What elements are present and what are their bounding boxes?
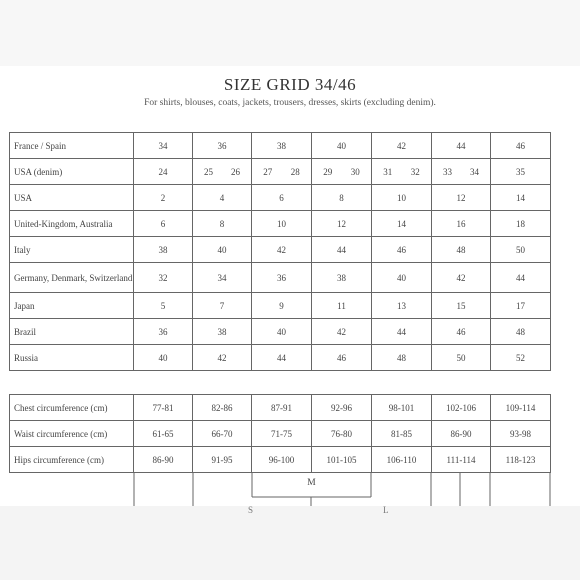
table-cell: 42 <box>432 263 491 293</box>
table-cell: 5 <box>134 293 193 319</box>
table-row <box>10 211 551 237</box>
table-row <box>10 395 551 421</box>
cell-value: 35 <box>516 166 525 177</box>
table-cell: 76-80 <box>312 421 372 447</box>
table-row <box>10 237 551 263</box>
table-cell: 46 <box>312 345 372 371</box>
table-cell: 14 <box>491 185 551 211</box>
table-cell: 91-95 <box>193 447 252 473</box>
table-cell <box>193 159 252 185</box>
table-cell: 81-85 <box>372 421 432 447</box>
cell-value: 24 <box>158 166 168 177</box>
table-cell: 50 <box>491 237 551 263</box>
table-row <box>10 263 551 293</box>
table-cell <box>372 159 432 185</box>
table-cell: 106-110 <box>372 447 432 473</box>
size-letter-m: M <box>307 478 316 488</box>
table-cell: 8 <box>193 211 252 237</box>
row-label: Brazil <box>10 319 134 345</box>
table-cell: 11 <box>312 293 372 319</box>
table-cell: 40 <box>312 133 372 159</box>
size-conversion-table <box>9 132 551 371</box>
row-label: Japan <box>10 293 134 319</box>
table-cell: 38 <box>134 237 193 263</box>
table-cell: 14 <box>372 211 432 237</box>
table-cell: 8 <box>312 185 372 211</box>
table-cell: 98-101 <box>372 395 432 421</box>
cell-value: 28 <box>290 166 300 177</box>
table-cell: 38 <box>312 263 372 293</box>
table-cell: 17 <box>491 293 551 319</box>
table-cell: 71-75 <box>252 421 312 447</box>
bottom-fade <box>0 506 580 580</box>
table-cell: 109-114 <box>491 395 551 421</box>
table-cell: 34 <box>193 263 252 293</box>
table-cell: 13 <box>372 293 432 319</box>
table-cell: 44 <box>252 345 312 371</box>
table-cell: 32 <box>134 263 193 293</box>
body-measurements-table <box>9 394 551 473</box>
table-cell: 111-114 <box>432 447 491 473</box>
table-cell: 40 <box>193 237 252 263</box>
row-label: France / Spain <box>10 133 134 159</box>
table-cell: 101-105 <box>312 447 372 473</box>
table-cell: 102-106 <box>432 395 491 421</box>
row-label: Chest circumference (cm) <box>10 395 134 421</box>
table-cell <box>134 159 193 185</box>
table-cell: 15 <box>432 293 491 319</box>
table-cell <box>432 159 491 185</box>
size-letter-l: L <box>383 505 389 515</box>
table-cell <box>252 159 312 185</box>
table-cell: 66-70 <box>193 421 252 447</box>
table-row <box>10 421 551 447</box>
table-cell <box>312 159 372 185</box>
top-band <box>0 0 580 66</box>
table-cell <box>491 159 551 185</box>
table-row <box>10 159 551 185</box>
table-cell: 44 <box>372 319 432 345</box>
table-cell: 44 <box>312 237 372 263</box>
table-cell: 12 <box>312 211 372 237</box>
table-cell: 46 <box>372 237 432 263</box>
row-label: Hips circumference (cm) <box>10 447 134 473</box>
row-label: Germany, Denmark, Switzerland <box>10 263 134 293</box>
cell-value: 30 <box>350 166 360 177</box>
table-cell: 10 <box>372 185 432 211</box>
table-cell: 61-65 <box>134 421 193 447</box>
table-cell: 44 <box>491 263 551 293</box>
table-cell: 48 <box>432 237 491 263</box>
cell-value: 33 <box>443 166 452 177</box>
table-cell: 4 <box>193 185 252 211</box>
table-cell: 48 <box>491 319 551 345</box>
cell-value: 29 <box>323 166 333 177</box>
page-subtitle: For shirts, blouses, coats, jackets, trousers, dresses, skirts (excluding denim). <box>144 98 436 108</box>
table-row <box>10 185 551 211</box>
table-cell: 38 <box>193 319 252 345</box>
table-row <box>10 293 551 319</box>
cell-value: 25 <box>204 166 213 177</box>
table-cell: 93-98 <box>491 421 551 447</box>
cell-value: 32 <box>410 166 420 177</box>
table-cell: 96-100 <box>252 447 312 473</box>
cell-value: 31 <box>383 166 393 177</box>
table-cell: 42 <box>252 237 312 263</box>
table-cell: 50 <box>432 345 491 371</box>
table-cell: 40 <box>134 345 193 371</box>
table-cell: 40 <box>372 263 432 293</box>
row-label: USA (denim) <box>10 159 134 185</box>
table-cell: 86-90 <box>432 421 491 447</box>
cell-value: 34 <box>470 166 479 177</box>
table-cell: 46 <box>491 133 551 159</box>
table-cell: 42 <box>193 345 252 371</box>
table-cell: 38 <box>252 133 312 159</box>
table-cell: 10 <box>252 211 312 237</box>
table-cell: 118-123 <box>491 447 551 473</box>
table-row <box>10 133 551 159</box>
table-cell: 36 <box>252 263 312 293</box>
table-cell: 16 <box>432 211 491 237</box>
table-cell: 87-91 <box>252 395 312 421</box>
table-cell: 36 <box>134 319 193 345</box>
table-cell: 52 <box>491 345 551 371</box>
table-cell: 82-86 <box>193 395 252 421</box>
table-row <box>10 345 551 371</box>
table-cell: 92-96 <box>312 395 372 421</box>
table-cell: 40 <box>252 319 312 345</box>
cell-value: 27 <box>263 166 273 177</box>
table-row <box>10 447 551 473</box>
table-cell: 9 <box>252 293 312 319</box>
table-cell: 6 <box>252 185 312 211</box>
row-label: United-Kingdom, Australia <box>10 211 134 237</box>
size-letter-s: S <box>248 505 254 515</box>
row-label: USA <box>10 185 134 211</box>
table-cell: 2 <box>134 185 193 211</box>
table-cell: 48 <box>372 345 432 371</box>
table-cell: 18 <box>491 211 551 237</box>
cell-value: 26 <box>231 166 240 177</box>
table-cell: 34 <box>134 133 193 159</box>
row-label: Russia <box>10 345 134 371</box>
table-cell: 42 <box>372 133 432 159</box>
table-row <box>10 319 551 345</box>
table-cell: 86-90 <box>134 447 193 473</box>
row-label: Waist circumference (cm) <box>10 421 134 447</box>
table-cell: 7 <box>193 293 252 319</box>
table-cell: 77-81 <box>134 395 193 421</box>
table-cell: 12 <box>432 185 491 211</box>
table-cell: 36 <box>193 133 252 159</box>
table-cell: 46 <box>432 319 491 345</box>
page-title: SIZE GRID 34/46 <box>223 75 357 94</box>
table-cell: 6 <box>134 211 193 237</box>
row-label: Italy <box>10 237 134 263</box>
table-cell: 44 <box>432 133 491 159</box>
table-cell: 42 <box>312 319 372 345</box>
